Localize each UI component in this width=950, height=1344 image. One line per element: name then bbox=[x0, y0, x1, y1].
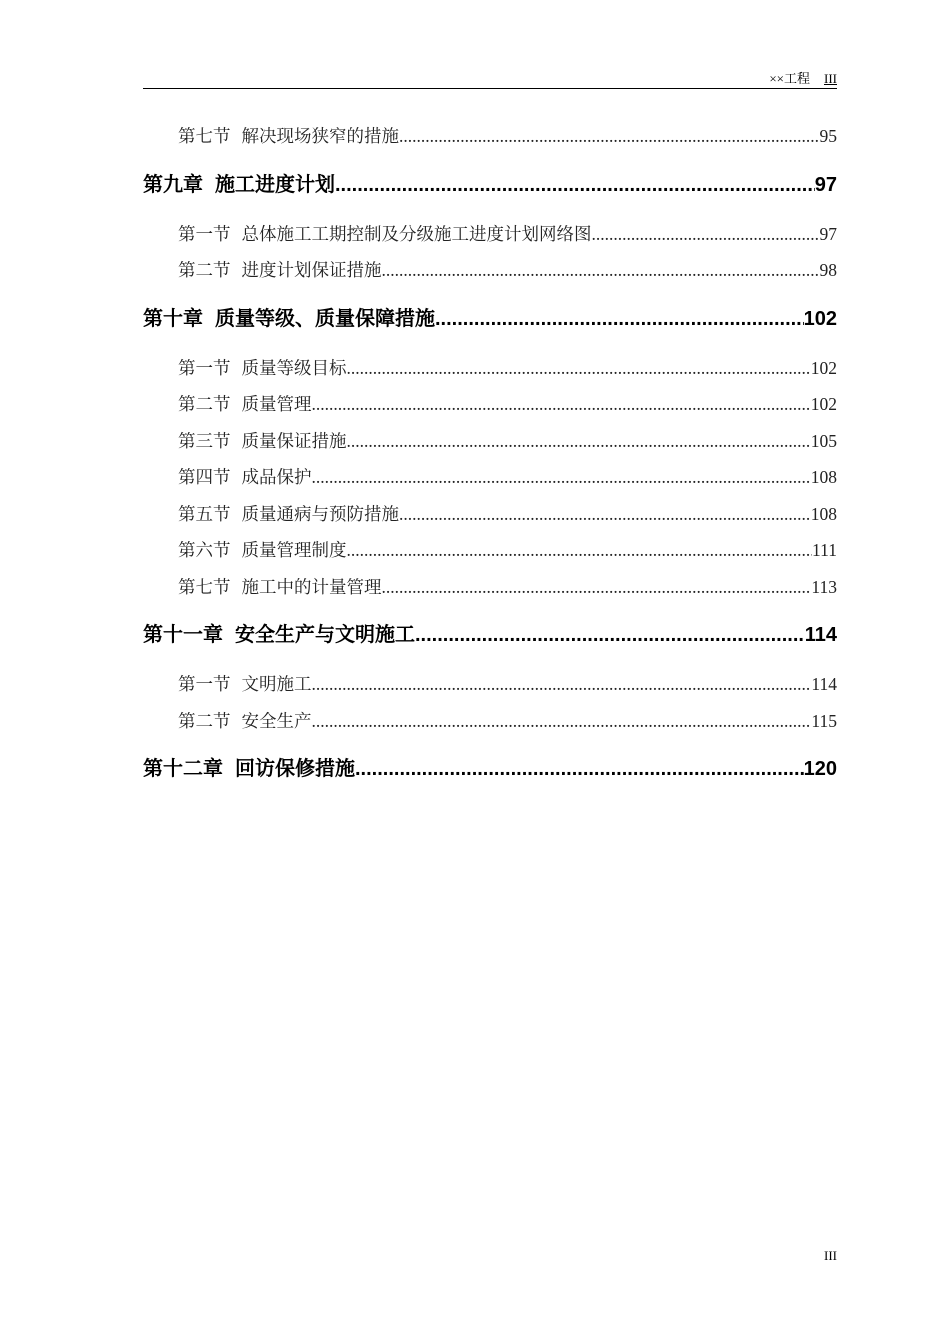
toc-entry-number: 第二节 bbox=[178, 710, 231, 731]
toc-section-entry[interactable] bbox=[143, 386, 837, 423]
dot-leader bbox=[347, 532, 813, 569]
toc-entry-number: 第三节 bbox=[178, 430, 231, 451]
toc-entry-label bbox=[178, 350, 347, 387]
toc-entry-label bbox=[178, 496, 399, 533]
toc-entry-page: 105 bbox=[810, 430, 837, 451]
toc-entry-number: 第七节 bbox=[178, 576, 231, 597]
page-header bbox=[143, 66, 837, 89]
dot-leader bbox=[312, 386, 811, 423]
toc-section-entry[interactable] bbox=[143, 569, 837, 606]
toc-entry-title: 进度计划保证措施 bbox=[241, 260, 382, 280]
toc-entry-label bbox=[178, 216, 592, 253]
toc-entry-page: 97 bbox=[819, 223, 837, 244]
toc-entry-number: 第四节 bbox=[178, 467, 231, 487]
dot-leader bbox=[435, 295, 804, 344]
toc-chapter-entry[interactable] bbox=[143, 611, 837, 660]
toc-chapter-entry[interactable] bbox=[143, 295, 837, 344]
toc-section-entry[interactable] bbox=[143, 252, 837, 289]
toc-entry-label bbox=[178, 459, 312, 496]
toc-entry-label bbox=[143, 161, 335, 210]
toc-entry-number: 第六节 bbox=[178, 540, 231, 560]
toc-section-entry[interactable] bbox=[143, 703, 837, 740]
toc-entry-title: 施工进度计划 bbox=[215, 173, 335, 196]
toc-entry-page: 108 bbox=[810, 503, 837, 524]
toc-entry-number: 第九章 bbox=[143, 173, 203, 196]
toc-chapter-entry[interactable] bbox=[143, 745, 837, 794]
dot-leader bbox=[347, 423, 811, 460]
header-title: ××工程 bbox=[769, 71, 810, 86]
dot-leader bbox=[415, 611, 805, 660]
toc-entry-number: 第十二章 bbox=[143, 758, 223, 780]
toc-entry-title: 成品保护 bbox=[241, 467, 312, 487]
dot-leader bbox=[382, 252, 820, 289]
toc-entry-number: 第五节 bbox=[178, 503, 231, 524]
toc-entry-page: 102 bbox=[810, 394, 837, 414]
toc-entry-label bbox=[178, 252, 382, 289]
dot-leader bbox=[312, 459, 811, 496]
toc-entry-page: 113 bbox=[811, 576, 837, 597]
toc-entry-number: 第二节 bbox=[178, 260, 231, 280]
toc-entry-number: 第一节 bbox=[178, 674, 231, 694]
toc-entry-label bbox=[178, 386, 312, 423]
dot-leader bbox=[335, 161, 815, 210]
toc-entry-label bbox=[143, 295, 435, 344]
toc-entry-page: 98 bbox=[819, 260, 837, 280]
toc-section-entry[interactable] bbox=[143, 350, 837, 387]
toc-section-entry[interactable] bbox=[143, 666, 837, 703]
header-page-number: III bbox=[824, 71, 837, 86]
dot-leader bbox=[382, 569, 812, 606]
toc-entry-title: 总体施工工期控制及分级施工进度计划网络图 bbox=[241, 223, 592, 244]
dot-leader bbox=[399, 118, 820, 155]
toc-entry-page: 97 bbox=[814, 173, 837, 196]
toc-entry-number: 第一节 bbox=[178, 357, 231, 378]
header-content bbox=[769, 68, 837, 87]
toc-section-entry[interactable] bbox=[143, 532, 837, 569]
toc-section-entry[interactable] bbox=[143, 496, 837, 533]
toc-entry-page: 115 bbox=[811, 710, 837, 731]
toc-entry-label bbox=[178, 423, 347, 460]
dot-leader bbox=[355, 745, 804, 794]
toc-entry-title: 质量保证措施 bbox=[241, 430, 347, 451]
dot-leader bbox=[399, 496, 811, 533]
toc-entry-number: 第十一章 bbox=[143, 624, 223, 646]
toc-entry-page: 102 bbox=[803, 307, 837, 330]
toc-entry-page: 102 bbox=[810, 357, 837, 378]
toc-entry-page: 120 bbox=[803, 758, 837, 780]
toc-entry-title: 质量通病与预防措施 bbox=[241, 503, 399, 524]
toc-entry-title: 解决现场狭窄的措施 bbox=[241, 126, 399, 146]
toc-entry-label bbox=[178, 569, 382, 606]
dot-leader bbox=[312, 703, 812, 740]
toc-entry-title: 安全生产与文明施工 bbox=[235, 624, 415, 646]
toc-entry-number: 第一节 bbox=[178, 223, 231, 244]
toc-entry-title: 质量等级、质量保障措施 bbox=[215, 307, 435, 330]
toc-section-entry[interactable] bbox=[143, 423, 837, 460]
toc-entry-label bbox=[178, 118, 399, 155]
toc-entry-page: 114 bbox=[804, 624, 837, 646]
toc-entry-page: 111 bbox=[812, 540, 837, 560]
toc-entry-title: 质量等级目标 bbox=[241, 357, 347, 378]
toc-section-entry[interactable] bbox=[143, 459, 837, 496]
toc-entry-page: 114 bbox=[811, 674, 837, 694]
toc-chapter-entry[interactable] bbox=[143, 161, 837, 210]
dot-leader bbox=[347, 350, 811, 387]
toc-entry-page: 95 bbox=[819, 126, 837, 146]
toc-section-entry[interactable] bbox=[143, 216, 837, 253]
toc-entry-number: 第七节 bbox=[178, 126, 231, 146]
toc-entry-page: 108 bbox=[810, 467, 837, 487]
toc-entry-label bbox=[143, 611, 415, 660]
toc-entry-title: 文明施工 bbox=[241, 674, 312, 694]
toc-entry-label bbox=[178, 666, 312, 703]
toc-entry-title: 回访保修措施 bbox=[235, 758, 355, 780]
toc-entry-title: 安全生产 bbox=[241, 710, 312, 731]
toc-entry-label bbox=[178, 703, 312, 740]
dot-leader bbox=[592, 216, 820, 253]
toc-entry-label bbox=[178, 532, 347, 569]
toc-entry-title: 施工中的计量管理 bbox=[241, 576, 382, 597]
toc-entry-title: 质量管理制度 bbox=[241, 540, 347, 560]
toc-entry-number: 第十章 bbox=[143, 307, 203, 330]
toc-section-entry[interactable] bbox=[143, 118, 837, 155]
toc-entry-number: 第二节 bbox=[178, 394, 231, 414]
toc-entry-title: 质量管理 bbox=[241, 394, 312, 414]
toc-entry-label bbox=[143, 745, 355, 794]
dot-leader bbox=[312, 666, 812, 703]
footer-page-number: III bbox=[824, 1248, 837, 1263]
table-of-contents bbox=[143, 118, 837, 800]
